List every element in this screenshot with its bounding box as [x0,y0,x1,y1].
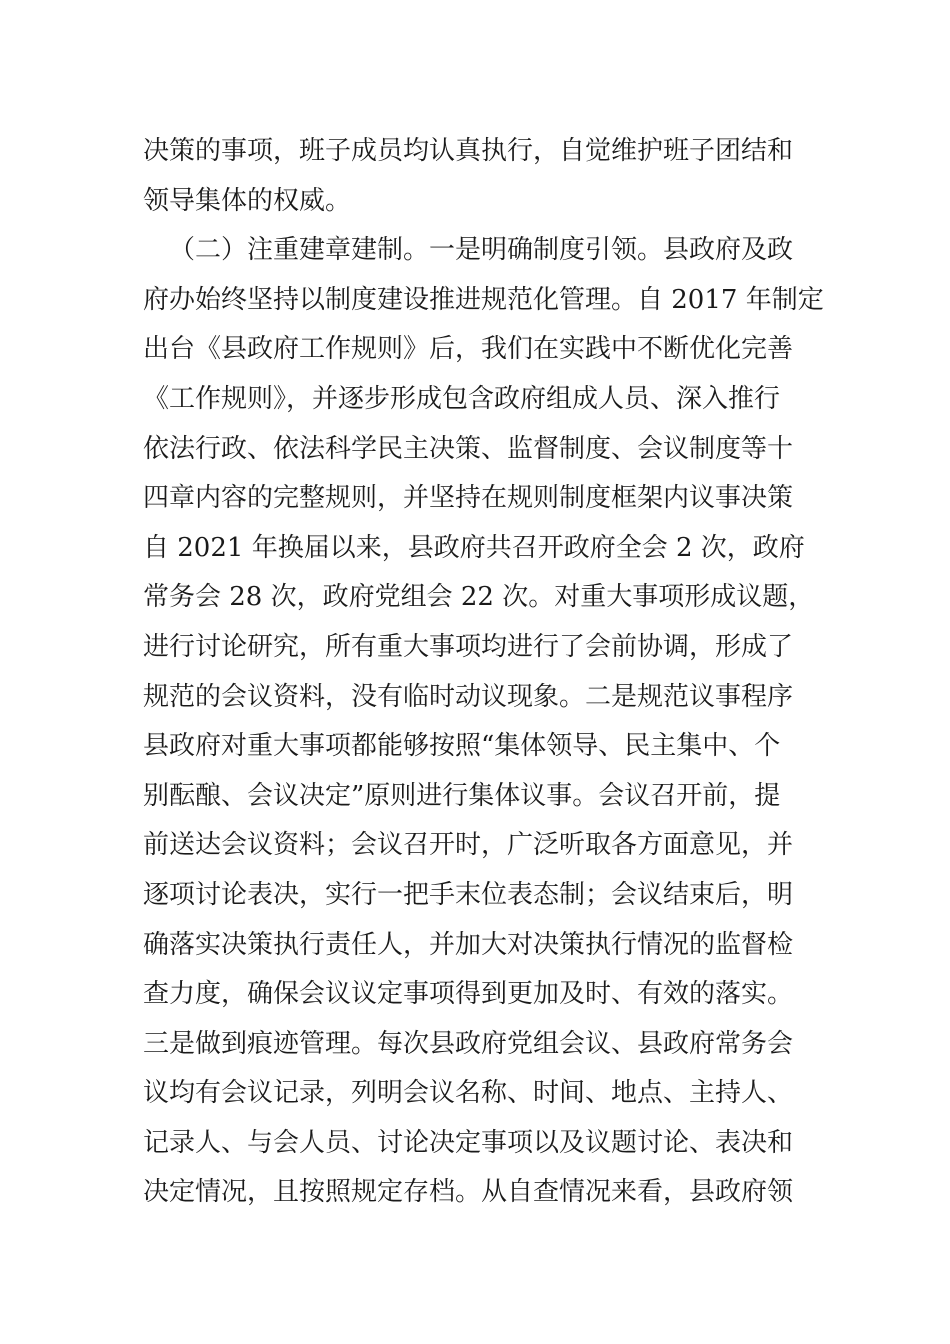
text-line-9: 自 2021 年换届以来，县政府共召开政府全会 2 次，政府 [143,532,805,563]
text-line-8: 四章内容的完整规则，并坚持在规则制度框架内议事决策 [143,483,794,514]
text-line-18: 查力度，确保会议议定事项得到更加及时、有效的落实。 [143,979,794,1010]
text-line-20: 议均有会议记录，列明会议名称、时间、地点、主持人、 [143,1078,794,1109]
text-line-3: （二）注重建章建制。一是明确制度引领。县政府及政 [169,235,794,266]
text-line-11: 进行讨论研究，所有重大事项均进行了会前协调，形成了 [143,631,794,662]
text-line-22: 决定情况，且按照规定存档。从自查情况来看，县政府领 [143,1177,794,1208]
text-line-1: 决策的事项，班子成员均认真执行，自觉维护班子团结和 [143,136,794,166]
text-line-21: 记录人、与会人员、讨论决定事项以及议题讨论、表决和 [143,1127,794,1158]
text-line-13: 县政府对重大事项都能够按照“集体领导、民主集中、个 [143,731,781,762]
text-line-14: 别酝酿、会议决定”原则进行集体议事。会议召开前，提 [143,780,781,811]
text-line-6: 《工作规则》，并逐步形成包含政府组成人员、深入推行 [143,383,781,414]
text-line-10: 常务会 28 次，政府党组会 22 次。对重大事项形成议题， [143,582,815,613]
text-line-4: 府办始终坚持以制度建设推进规范化管理。自 2017 年制定 [143,284,824,315]
text-line-15: 前送达会议资料；会议召开时，广泛听取各方面意见，并 [143,830,794,861]
text-line-7: 依法行政、依法科学民主决策、监督制度、会议制度等十 [143,433,794,464]
text-line-17: 确落实决策执行责任人，并加大对决策执行情况的监督检 [143,929,794,960]
text-line-19: 三是做到痕迹管理。每次县政府党组会议、县政府常务会 [143,1028,794,1059]
text-line-2: 领导集体的权威。 [143,185,352,216]
text-line-16: 逐项讨论表决，实行一把手末位表态制；会议结束后，明 [143,879,794,910]
text-line-5: 出台《县政府工作规则》后，我们在实践中不断优化完善 [143,334,794,365]
text-line-12: 规范的会议资料，没有临时动议现象。二是规范议事程序 [143,681,794,712]
body-text [143,127,843,1218]
